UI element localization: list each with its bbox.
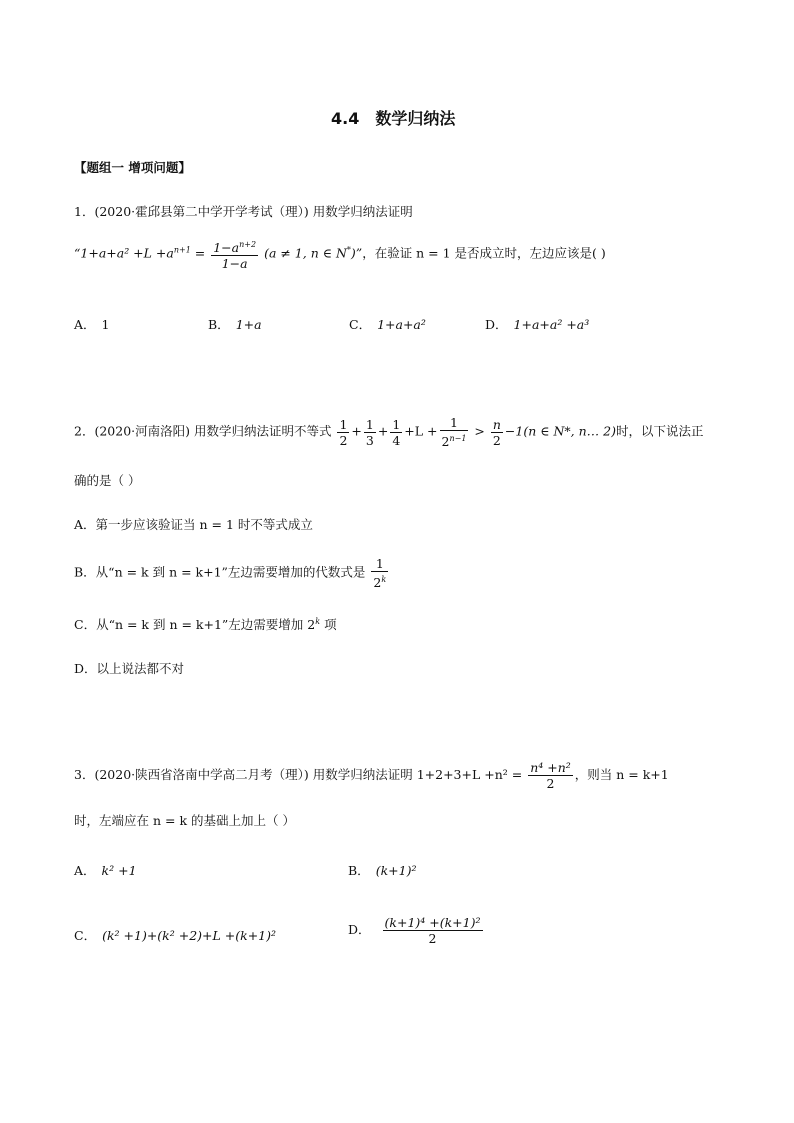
q2-frac-3 <box>390 417 402 448</box>
q2-frac-5-den: 2 <box>492 432 501 448</box>
option-text: k² +1 <box>101 863 137 878</box>
q2-frac-4-num: 1 <box>440 415 469 431</box>
q1-option-c[interactable] <box>349 315 426 333</box>
q2-option-b-den: 2 <box>373 575 382 591</box>
q2-frac-1 <box>337 417 349 448</box>
q2-option-a[interactable]: A．第一步应该验证当 n = 1 时不等式成立 <box>74 517 313 532</box>
q2-mid: +L + <box>404 423 438 439</box>
option-label: B． <box>208 317 230 332</box>
option-label: B． <box>348 863 370 878</box>
q2-frac-4-den: 2 <box>441 434 450 450</box>
q3-stem-line2: 时，左端应在 n = k 的基础上加上（ ） <box>74 813 295 828</box>
q3-stem-end: ，则当 n = k+1 <box>574 767 669 782</box>
q2-stem-line2: 确的是（ ） <box>74 473 141 488</box>
option-label: D． <box>485 317 508 332</box>
q1-tail: ，在验证 n = 1 是否成立时，左边应该是( ) <box>362 245 606 261</box>
q1-frac-den: 1−a <box>221 256 248 272</box>
q3-frac-num: n⁴ +n² <box>530 760 571 775</box>
q2-frac-1-num: 1 <box>339 416 348 432</box>
q1-option-b[interactable] <box>208 315 262 333</box>
q3-option-d[interactable] <box>348 915 485 946</box>
q2-stem: 2．(2020·河南洛阳) 用数学归纳法证明不等式 $\frac{1}{2}$ + $\frac{1}{3}$ + $\frac{1}{4}$ +L + $\frac{1}{2^{n-1}}$ > $\frac{n}{2}$ −1(n ∈ N*, n… 2)时，以下说法正 <box>74 415 704 450</box>
q3-stem <box>74 760 669 791</box>
q1-formula-exp: n+1 <box>173 245 191 255</box>
option-label: A． <box>74 863 96 878</box>
q1-option-d[interactable] <box>485 315 589 333</box>
q3-fraction <box>528 760 573 791</box>
option-label: A． <box>74 317 96 332</box>
q2-frac-2 <box>364 417 376 448</box>
option-text: 1+a+a² +a³ <box>513 317 590 332</box>
q2-frac-5 <box>491 417 503 448</box>
q3-option-d-den: 2 <box>428 931 437 946</box>
q2-option-b-num: 1 <box>371 556 388 572</box>
q3-option-a[interactable] <box>74 861 137 879</box>
q2-frac-3-den: 4 <box>392 432 401 448</box>
option-text: 1+a <box>235 317 262 332</box>
q2-option-c-exp: k <box>315 616 321 626</box>
option-text: (k² +1)+(k² +2)+L +(k+1)² <box>102 928 277 943</box>
q1-formula <box>74 237 606 271</box>
q2-option-c-text: C．从“n = k 到 n = k+1”左边需要增加 2 <box>74 617 316 632</box>
option-label: D． <box>348 922 371 937</box>
section-heading: 【题组一 增项问题】 <box>74 160 191 175</box>
page-title: 4.4 数学归纳法 <box>331 109 456 128</box>
q1-formula-left: “1+a+a² +L +a <box>74 245 174 261</box>
q1-condition: (a ≠ 1, n ∈ N <box>264 245 347 261</box>
q3-option-d-num: (k+1)⁴ +(k+1)² <box>384 915 481 930</box>
q2-option-b[interactable] <box>74 556 390 590</box>
q1-option-a[interactable] <box>74 315 109 333</box>
option-text: (k+1)² <box>375 863 417 878</box>
q1-frac-num: 1−a <box>213 240 240 256</box>
q1-frac-num-exp: n+2 <box>239 240 257 249</box>
q2-option-c[interactable] <box>74 615 337 633</box>
option-text: 1 <box>101 317 110 332</box>
q1-condition-end: )” <box>350 245 363 261</box>
q2-option-b-text: B．从“n = k 到 n = k+1”左边需要增加的代数式是 <box>74 564 366 580</box>
q2-option-b-fraction <box>371 556 388 590</box>
q1-fraction <box>211 237 258 271</box>
option-text: 1+a+a² <box>377 317 426 332</box>
q2-option-c-end: 项 <box>320 617 337 632</box>
q2-frac-1-den: 2 <box>339 432 348 448</box>
q2-stem-start: 2．(2020·河南洛阳) 用数学归纳法证明不等式 <box>74 423 332 439</box>
q2-frac-4 <box>440 415 469 449</box>
q2-frac-3-num: 1 <box>392 416 401 432</box>
q1-condition-star: * <box>346 245 351 255</box>
q1-formula-eq: = <box>190 245 210 261</box>
q3-option-c[interactable] <box>74 926 276 944</box>
q3-frac-den: 2 <box>546 776 555 791</box>
q2-stem-end: 时，以下说法正 <box>615 423 704 439</box>
q2-option-b-exp: k <box>381 575 387 584</box>
q2-frac-2-num: 1 <box>365 416 374 432</box>
q2-gt: > <box>470 423 489 439</box>
q2-frac-4-exp: n−1 <box>449 434 467 443</box>
q1-stem: 1．(2020·霍邱县第二中学开学考试（理）) 用数学归纳法证明 <box>74 204 413 219</box>
option-label: C． <box>74 928 97 943</box>
q2-frac-5-num: n <box>492 416 501 432</box>
q3-option-b[interactable] <box>348 861 416 879</box>
q3-option-d-fraction <box>383 915 483 946</box>
q2-option-d[interactable]: D．以上说法都不对 <box>74 661 185 676</box>
q2-rest: −1(n ∈ N*, n… 2) <box>504 423 616 439</box>
q3-stem-start: 3．(2020·陕西省洛南中学高二月考（理）) 用数学归纳法证明 1+2+3+L +n² = <box>74 767 527 782</box>
option-label: C． <box>349 317 372 332</box>
q2-frac-2-den: 3 <box>365 432 374 448</box>
